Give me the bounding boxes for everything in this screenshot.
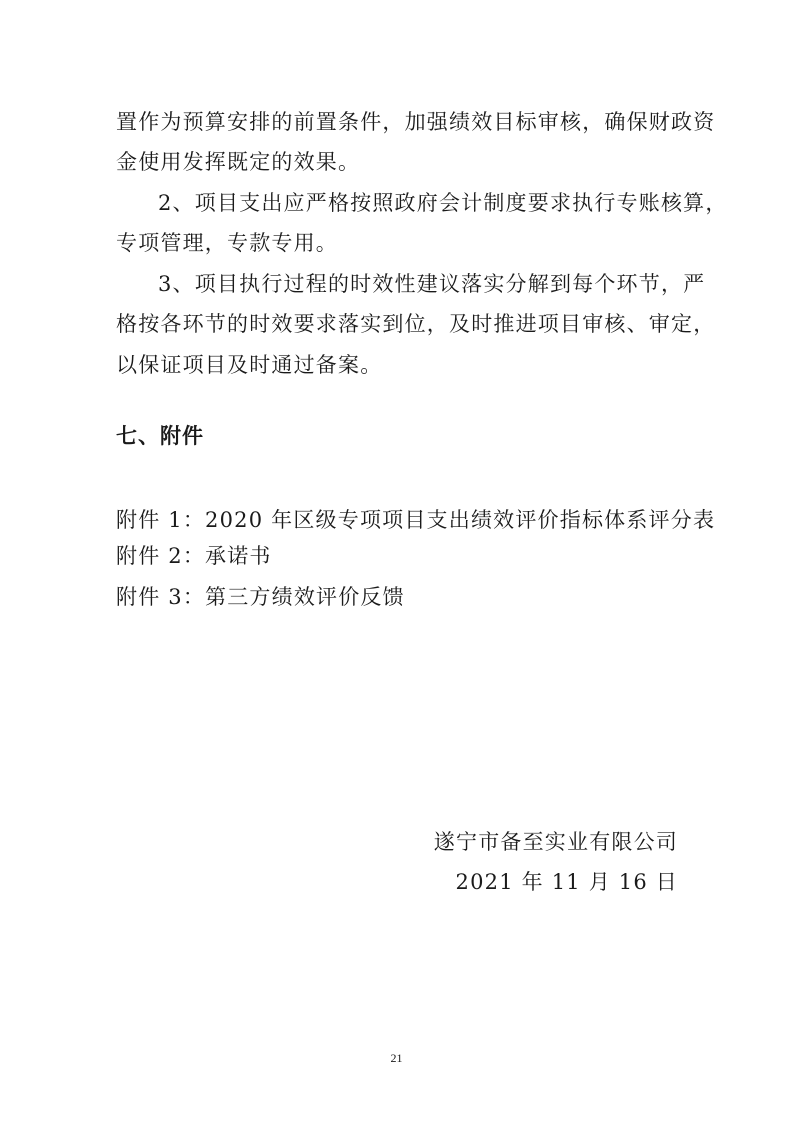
signature-date: 2021 年 11 月 16 日: [455, 870, 678, 894]
paragraph-2-line-2: 专项管理，专款专用。: [116, 231, 338, 255]
attachment-item-3: 附件 3：第三方绩效评价反馈: [116, 585, 405, 609]
attachment-item-1: 附件 1：2020 年区级专项项目支出绩效评价指标体系评分表: [116, 508, 716, 532]
signature-company: 遂宁市备至实业有限公司: [433, 830, 678, 854]
attachment-item-2: 附件 2：承诺书: [116, 544, 272, 568]
paragraph-1-line-2: 金使用发挥既定的效果。: [116, 150, 361, 174]
paragraph-1-line-1: 置作为预算安排的前置条件，加强绩效目标审核，确保财政资: [116, 110, 716, 134]
paragraph-3-line-2: 格按各环节的时效要求落实到位，及时推进项目审核、审定，: [116, 312, 716, 336]
page-number: 21: [390, 1051, 403, 1065]
paragraph-3-line-1: 3、项目执行过程的时效性建议落实分解到每个环节，严: [158, 272, 706, 296]
paragraph-2-line-1: 2、项目支出应严格按照政府会计制度要求执行专账核算，: [158, 191, 728, 215]
paragraph-3-line-3: 以保证项目及时通过备案。: [116, 353, 383, 377]
section-heading: 七、附件: [116, 424, 204, 448]
